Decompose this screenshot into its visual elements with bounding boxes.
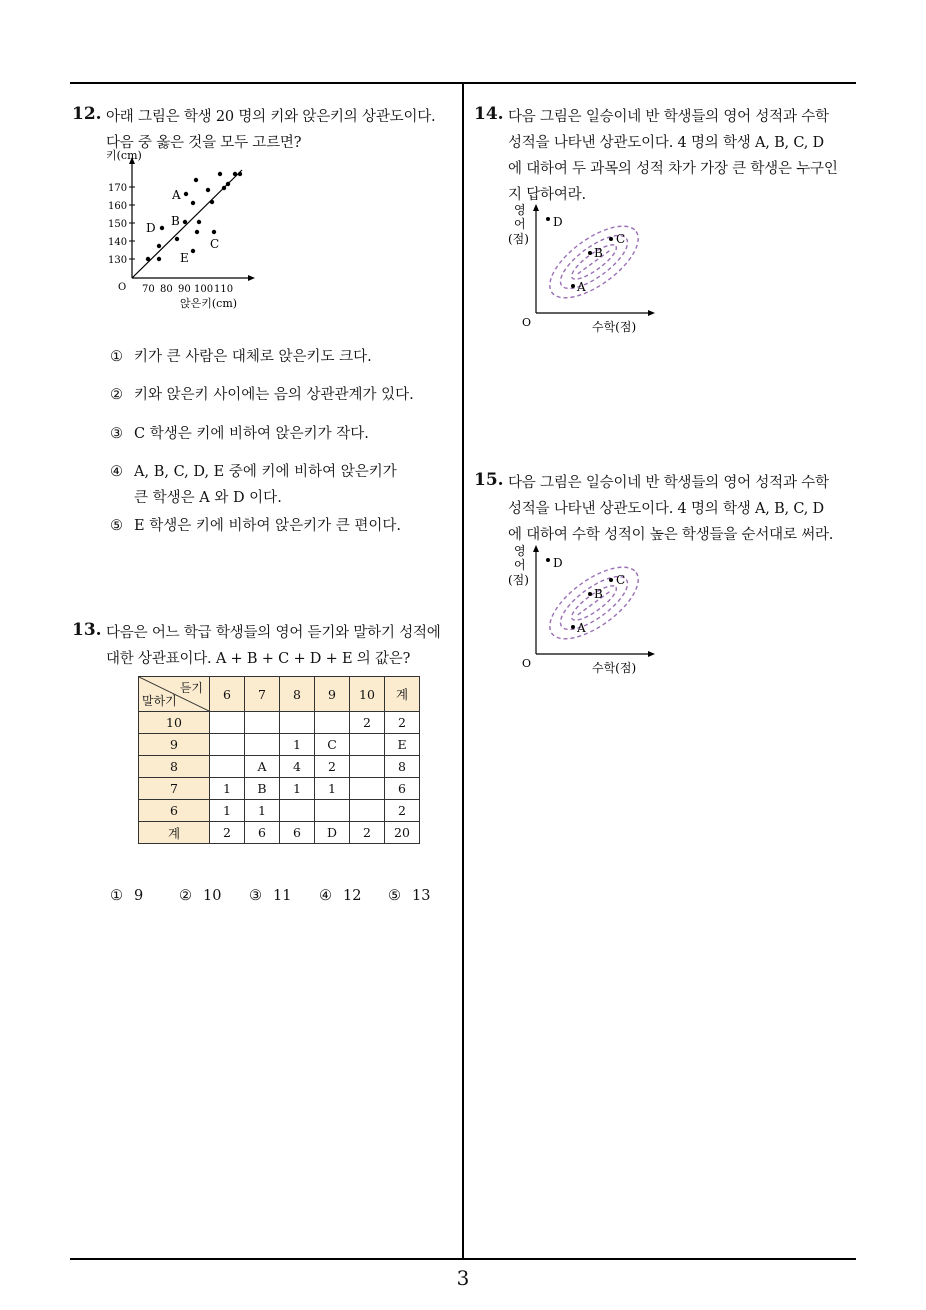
q12-choice-2-num: ②: [110, 387, 123, 403]
table-row-label: 6: [139, 800, 210, 822]
q12-choice-5-text: E 학생은 키에 비하여 앉은키가 큰 편이다.: [134, 518, 401, 534]
q15-point-D: [546, 558, 550, 562]
q14-y-label-2: 어: [514, 217, 526, 231]
table-header-cell: 7: [245, 677, 280, 712]
table-header-cell: 9: [315, 677, 350, 712]
table-cell: 4: [280, 756, 315, 778]
q12-scatter-plot: [100, 146, 260, 316]
q13-choice-4-text: 12: [343, 888, 362, 904]
q13-correlation-table: [138, 676, 420, 844]
q12-choice-5-num: ⑤: [110, 518, 123, 534]
table-cell: [350, 800, 385, 822]
q13-choice-1[interactable]: [110, 888, 143, 904]
table-cell: [315, 800, 350, 822]
q15-label-D: D: [553, 556, 563, 570]
q14-origin: O: [522, 316, 532, 329]
table-cell: E: [385, 734, 420, 756]
q14-point-D: [546, 217, 550, 221]
table-cell: 6: [245, 822, 280, 844]
q14-point-C: [609, 237, 613, 241]
q12-point: [197, 220, 201, 224]
q12-x-tick-110: 110: [214, 284, 234, 295]
q15-label-C: C: [616, 573, 626, 587]
corner-bottom-label: 말하기: [142, 694, 177, 708]
q12-choice-3[interactable]: [110, 422, 369, 443]
q15-text-line-2: 성적을 나타낸 상관도이다. 4 명의 학생 A, B, C, D: [508, 501, 824, 517]
q12-choice-4[interactable]: [110, 460, 397, 481]
table-cell: 2: [385, 800, 420, 822]
q12-origin: O: [118, 282, 127, 293]
q15-x-axis-label: 수학(점): [592, 661, 637, 675]
q12-x-tick-70: 70: [142, 284, 155, 295]
q13-choice-2[interactable]: [179, 888, 221, 904]
q12-y-tick-160: 160: [108, 201, 128, 212]
q12-x-tick-80: 80: [160, 284, 173, 295]
table-cell: [210, 734, 245, 756]
table-row: [139, 778, 420, 800]
q15-point-C: [609, 578, 613, 582]
q12-point: [191, 201, 195, 205]
table-cell: 2: [350, 712, 385, 734]
q14-label-D: D: [553, 215, 563, 229]
table-cell: [245, 734, 280, 756]
q12-point: [218, 172, 222, 176]
q14-y-label-1: 영: [514, 203, 526, 217]
q13-text-line-1: 다음은 어느 학급 학생들의 영어 듣기와 말하기 성적에: [106, 625, 441, 641]
table-cell: [315, 712, 350, 734]
q12-point: [206, 188, 210, 192]
q14-label-A: A: [577, 280, 586, 294]
table-cell: 1: [315, 778, 350, 800]
q13-choice-2-text: 10: [203, 888, 222, 904]
q13-choice-1-text: 9: [134, 888, 144, 904]
q12-point: [157, 257, 161, 261]
q12-label-C: C: [210, 237, 220, 251]
table-cell: [210, 756, 245, 778]
table-cell: 6: [280, 822, 315, 844]
q12-point: [222, 186, 226, 190]
q14-y-label-3: (점): [508, 232, 529, 246]
table-cell: 2: [350, 822, 385, 844]
q12-label-B: B: [171, 214, 180, 228]
q14-scatter-plot: [500, 200, 660, 340]
q12-point: [184, 192, 188, 196]
q12-point: [146, 257, 150, 261]
q15-y-label-3: (점): [508, 573, 529, 587]
q12-choice-2-text: 키와 앉은키 사이에는 음의 상관관계가 있다.: [134, 387, 414, 403]
q12-choice-4-continued: 큰 학생은 A 와 D 이다.: [134, 490, 282, 506]
q14-text-line-1: 다음 그림은 일승이네 반 학생들의 영어 성적과 수학: [508, 109, 829, 125]
table-cell: 2: [210, 822, 245, 844]
q12-point: [175, 237, 179, 241]
q15-label-B: B: [594, 587, 603, 601]
table-header-cell: 계: [385, 677, 420, 712]
q14-label-C: C: [616, 232, 626, 246]
q12-choice-1[interactable]: [110, 345, 372, 366]
q12-point: [195, 230, 199, 234]
q12-label-E: E: [180, 251, 189, 265]
q12-choice-4-text: A, B, C, D, E 중에 키에 비하여 앉은키가: [134, 464, 397, 480]
q15-point-A: [571, 625, 575, 629]
table-row-label: 8: [139, 756, 210, 778]
table-row-label: 10: [139, 712, 210, 734]
table-cell: 6: [385, 778, 420, 800]
table-cell: [350, 778, 385, 800]
q13-choice-4-num: ④: [319, 888, 332, 904]
table-cell: 20: [385, 822, 420, 844]
q12-x-tick-100: 100: [194, 284, 214, 295]
table-cell: 1: [210, 800, 245, 822]
q12-choice-1-text: 키가 큰 사람은 대체로 앉은키도 크다.: [134, 349, 372, 365]
table-row-label: 9: [139, 734, 210, 756]
q13-choice-5-num: ⑤: [388, 888, 401, 904]
q15-y-label-1: 영: [514, 544, 526, 558]
q13-choice-3-text: 11: [273, 888, 292, 904]
q14-label-B: B: [594, 246, 603, 260]
q12-x-tick-90: 90: [178, 284, 191, 295]
table-cell: [280, 712, 315, 734]
table-corner-cell: [139, 677, 210, 712]
q13-text-line-2: 대한 상관표이다. A + B + C + D + E 의 값은?: [106, 651, 411, 667]
table-cell: 1: [280, 778, 315, 800]
q12-point: [183, 220, 187, 224]
table-cell: 2: [385, 712, 420, 734]
table-cell: [350, 756, 385, 778]
q12-text-line-2: 다음 중 옳은 것을 모두 고르면?: [106, 135, 302, 151]
q12-point: [194, 178, 198, 182]
q14-text-line-4: 지 답하여라.: [508, 187, 586, 203]
q12-y-tick-140: 140: [108, 237, 128, 248]
q12-choice-3-text: C 학생은 키에 비하여 앉은키가 작다.: [134, 426, 369, 442]
table-cell: [210, 712, 245, 734]
q15-label-A: A: [577, 621, 586, 635]
q15-text-line-3: 에 대하여 수학 성적이 높은 학생들을 순서대로 써라.: [508, 527, 834, 543]
q12-text-line-1: 아래 그림은 학생 20 명의 키와 앉은키의 상관도이다.: [106, 109, 436, 125]
table-cell: [245, 712, 280, 734]
table-cell: C: [315, 734, 350, 756]
q12-label-D: D: [146, 221, 156, 235]
q12-label-A: A: [172, 188, 181, 202]
q12-x-axis-label: 앉은키(cm): [180, 297, 238, 310]
q12-point: [157, 244, 161, 248]
table-row-label: 7: [139, 778, 210, 800]
q12-choice-3-num: ③: [110, 426, 123, 442]
q13-choice-5-text: 13: [412, 888, 431, 904]
q15-text-line-1: 다음 그림은 일승이네 반 학생들의 영어 성적과 수학: [508, 475, 829, 491]
table-row: [139, 712, 420, 734]
table-row: [139, 756, 420, 778]
table-row-label: 계: [139, 822, 210, 844]
q13-choice-3[interactable]: [249, 888, 291, 904]
table-cell: 1: [280, 734, 315, 756]
q15-scatter-plot: [500, 541, 660, 681]
q12-point: [191, 249, 195, 253]
q14-point-A: [571, 284, 575, 288]
q12-choice-2[interactable]: [110, 383, 414, 404]
table-cell: B: [245, 778, 280, 800]
q12-point: [233, 172, 237, 176]
table-cell: 1: [210, 778, 245, 800]
q13-choice-4[interactable]: [319, 888, 361, 904]
q12-point: [238, 172, 242, 176]
q15-origin: O: [522, 657, 532, 670]
q13-number: 13.: [72, 620, 102, 640]
table-row: [139, 800, 420, 822]
column-divider: [462, 82, 464, 1260]
table-cell: [350, 734, 385, 756]
q12-point: [160, 226, 164, 230]
q15-y-label-2: 어: [514, 558, 526, 572]
bottom-rule: [70, 1258, 856, 1260]
corner-top-label: 듣기: [179, 681, 203, 695]
q14-point-B: [588, 251, 592, 255]
q12-choice-1-num: ①: [110, 349, 123, 365]
table-cell: 2: [315, 756, 350, 778]
q12-y-tick-150: 150: [108, 219, 128, 230]
q13-choice-1-num: ①: [110, 888, 123, 904]
q14-text-line-2: 성적을 나타낸 상관도이다. 4 명의 학생 A, B, C, D: [508, 135, 824, 151]
q12-choice-4-num: ④: [110, 464, 123, 480]
q12-point: [210, 200, 214, 204]
table-header-cell: 8: [280, 677, 315, 712]
page-number: 3: [456, 1266, 470, 1290]
table-cell: 1: [245, 800, 280, 822]
q14-x-axis-label: 수학(점): [592, 320, 637, 334]
q15-point-B: [588, 592, 592, 596]
q12-choice-5[interactable]: [110, 514, 401, 535]
q13-choice-5[interactable]: [388, 888, 430, 904]
q12-y-tick-170: 170: [108, 183, 128, 194]
table-row: [139, 822, 420, 844]
q12-y-tick-130: 130: [108, 255, 128, 266]
table-cell: A: [245, 756, 280, 778]
table-cell: [280, 800, 315, 822]
table-cell: D: [315, 822, 350, 844]
q12-point: [212, 230, 216, 234]
q13-choice-3-num: ③: [249, 888, 262, 904]
q12-point: [226, 182, 230, 186]
table-header-cell: 10: [350, 677, 385, 712]
table-header-cell: 6: [210, 677, 245, 712]
q14-number: 14.: [474, 104, 504, 124]
q12-y-axis-label: 키(cm): [106, 149, 142, 162]
q14-text-line-3: 에 대하여 두 과목의 성적 차가 가장 큰 학생은 누구인: [508, 161, 838, 177]
q13-choice-2-num: ②: [179, 888, 192, 904]
table-row: [139, 734, 420, 756]
q12-number: 12.: [72, 104, 102, 124]
q15-number: 15.: [474, 470, 504, 490]
table-cell: 8: [385, 756, 420, 778]
